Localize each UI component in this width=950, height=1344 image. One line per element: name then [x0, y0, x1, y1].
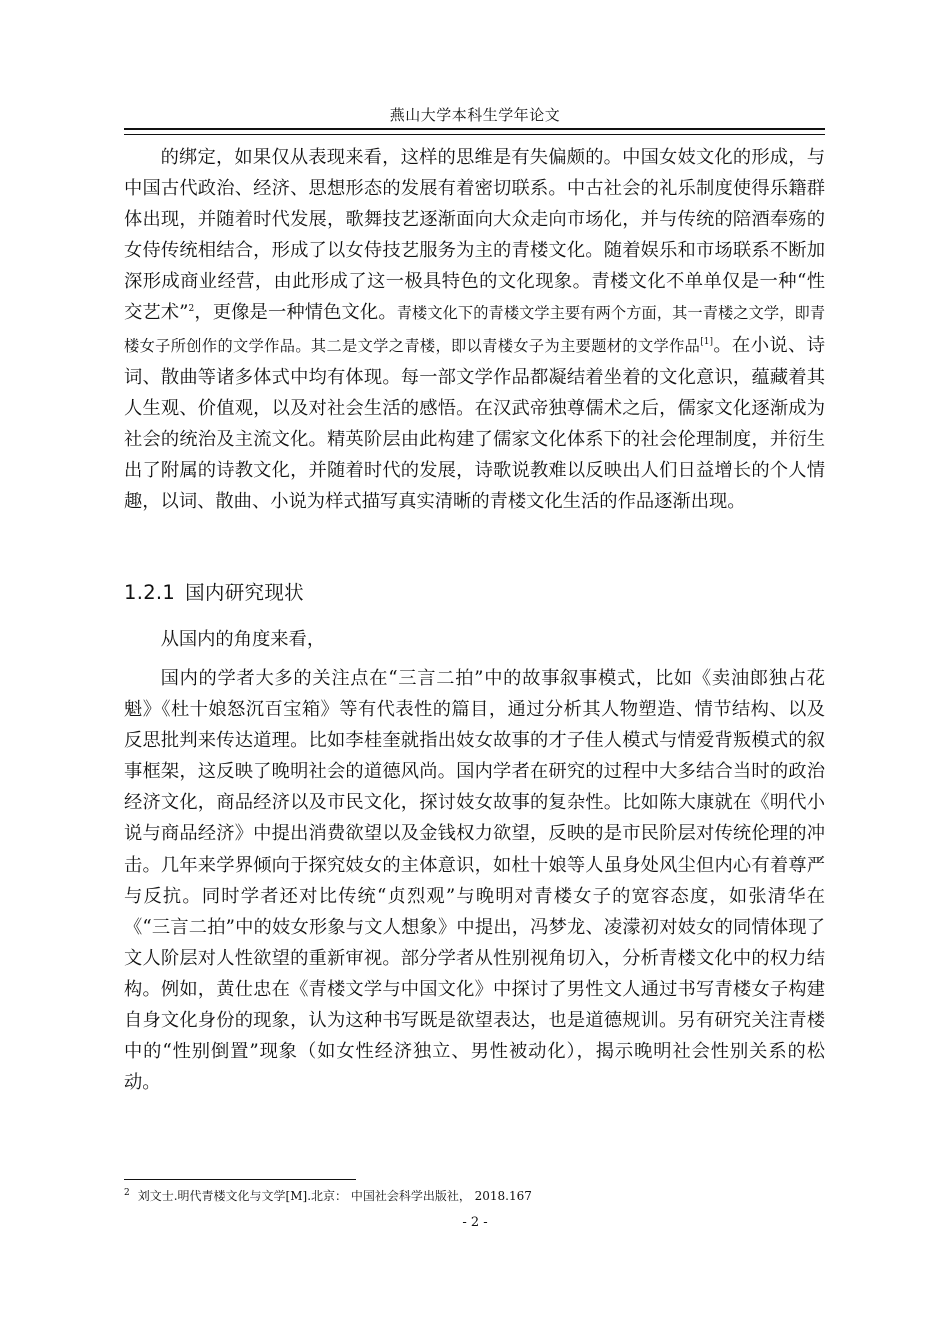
body-paragraph-2: 从国内的角度来看，	[160, 629, 326, 650]
footnote-ref: 2	[188, 304, 195, 315]
body-paragraph-3: 国内的学者大多的关注点在“三言二拍”中的故事叙事模式，比如《卖油郎独占花魁》《杜十娘怒沉百宝箱》等有代表性的篇目，通过分析其人物塑造、情节结构、以及反思批判来传达道理。比如李桂奎就指出妓女故事的才子佳人模式与情爱背叛模式的叙事框架，这反映了晚明社会的道德风尚。国内学者在研究的过程中大多结合当时的政治经济文化，商品经济以及市民文化，探讨妓女故事的复杂性。比如陈大康就在《明代小说与商品经济》中提出消费欲望以及金钱权力欲望，反映的是市民阶层对传统伦理的冲击。几年来学界倾向于探究妓女的主体意识，如杜十娘等人虽身处风尘但内心有着尊严与反抗。同时学者还对比传统“贞烈观”与晚明对青楼女子的宽容态度，如张清华在《“三言二拍”中的妓女形象与文人想象》中提出，冯梦龙、凌濛初对妓女的同情体现了文人阶层对人性欲望的重新审视。部分学者从性别视角切入，分析青楼文化中的权力结构。例如，黄仕忠在《青楼文学与中国文化》中探讨了男性文人通过书写青楼女子构建自身文化身份的现象，认为这种书写既是欲望表达，也是道德规训。另有研究关注青楼中的“性别倒置”现象（如女性经济独立、男性被动化），揭示晚明社会性别关系的松动。	[124, 668, 825, 1094]
citation-ref: [1]	[700, 336, 713, 347]
paragraph-text-small: 青楼文化下的青楼文学主要有两个方面，其一青楼之文学，即青楼女子所创作的文学作品。其二是文学之青楼，即以青楼女子为主要题材的文学作品	[124, 304, 826, 355]
footnote-mark: 2	[124, 1188, 130, 1198]
paragraph-text: ，更像是一种情色文化。	[194, 302, 397, 324]
body-paragraph-1	[124, 142, 825, 517]
header-rule-thin	[124, 134, 825, 135]
page-number: - 2 -	[462, 1215, 488, 1230]
paragraph-text: 的绑定，如果仅从表现来看，这样的思维是有失偏颇的。中国女妓文化的形成，与中国古代政治、经济、思想形态的发展有着密切联系。中古社会的礼乐制度使得乐籍群体出现，并随着时代发展，歌舞技艺逐渐面向大众走向市场化，并与传统的陪酒奉殇的女侍传统相结合，形成了以女侍技艺服务为主的青楼文化。随着娱乐和市场联系不断加深形成商业经营，由此形成了这一极具特色的文化现象。青楼文化不单单仅是一种“性交艺术”	[124, 147, 825, 324]
section-title: 国内研究现状	[185, 581, 304, 604]
section-number: 1.2.1	[124, 581, 176, 604]
footnote-text: 刘文士.明代青楼文化与文学[M].北京： 中国社会科学出版社， 2018.167	[137, 1189, 532, 1203]
running-header: 燕山大学本科生学年论文	[389, 106, 561, 124]
paragraph-text: 。在小说、诗词、散曲等诸多体式中均有体现。每一部文学作品都凝结着坐着的文化意识，蕴藏着其人生观、价值观，以及对社会生活的感悟。在汉武帝独尊儒术之后，儒家文化逐渐成为社会的统治及主流文化。精英阶层由此构建了儒家文化体系下的社会伦理制度，并衍生出了附属的诗教文化，并随着时代的发展，诗歌说教难以反映出人们日益增长的个人情趣，以词、散曲、小说为样式描写真实清晰的青楼文化生活的作品逐渐出现。	[124, 334, 826, 513]
header-rule-thick	[124, 128, 825, 130]
footnote-rule	[124, 1179, 356, 1180]
footnote	[124, 1188, 825, 1204]
section-heading	[124, 577, 304, 605]
